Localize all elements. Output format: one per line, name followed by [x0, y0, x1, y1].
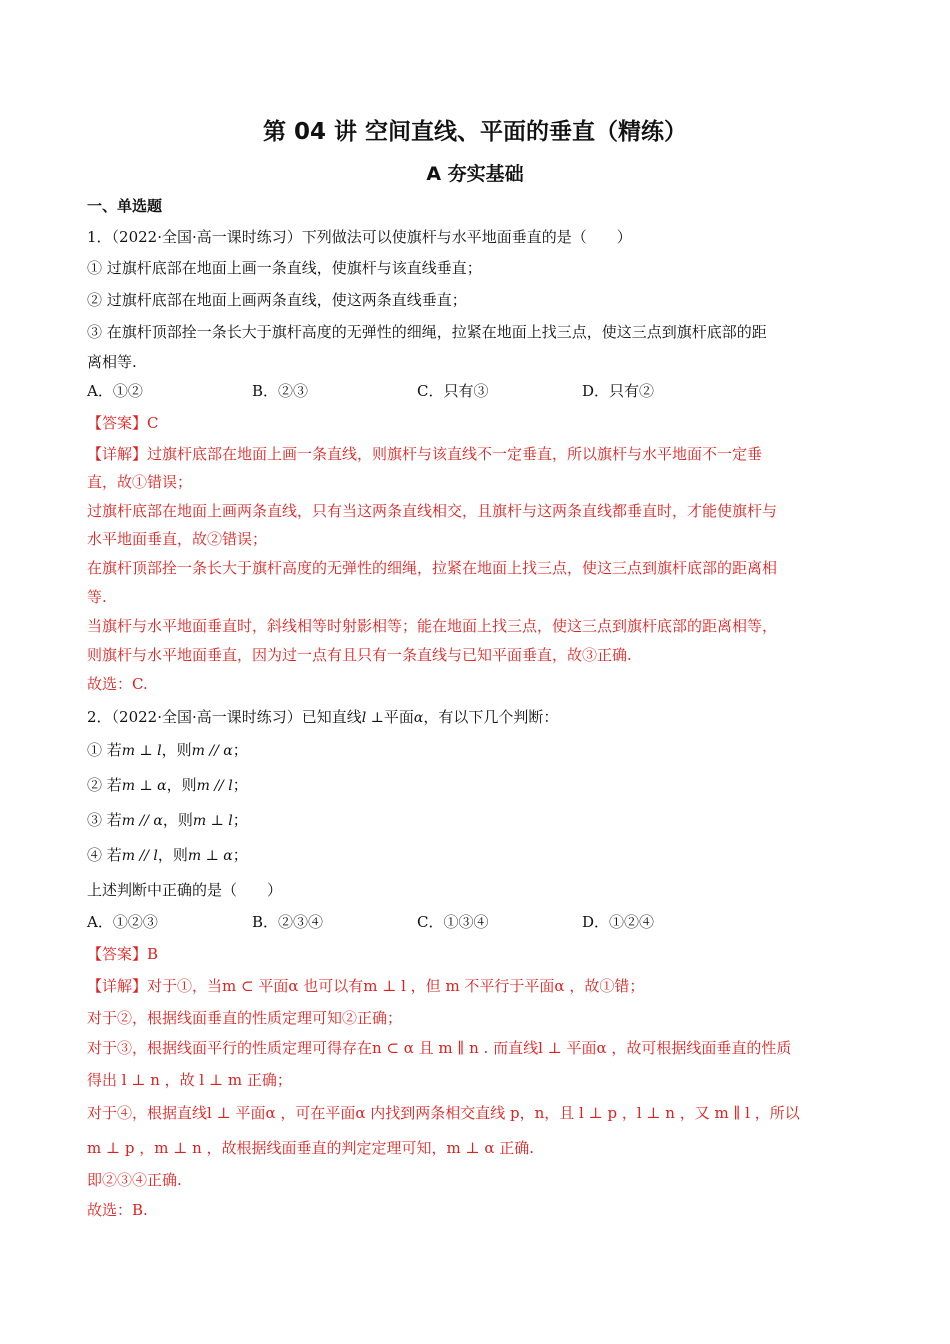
q2-s3-m1: m // α — [121, 813, 163, 829]
q2-s3-c: ； — [232, 811, 248, 829]
q2-s1-m2: m // α — [191, 743, 233, 759]
q2-s1-b: ，则 — [161, 741, 192, 759]
q1-option-a: A．①② — [87, 382, 143, 400]
q2-answer-label: 【答案】 — [87, 945, 148, 963]
q2-detail-3: 对于③，根据线面平行的性质定理可得存在n ⊂ α 且 m ∥ n . 而直线l ⊥ 平面α ，故可根据线面垂直的性质 — [87, 1039, 792, 1057]
q1-answer-value: C — [147, 414, 159, 432]
q2-detail-7: 即②③④正确. — [87, 1171, 182, 1189]
q1-option-d: D．只有② — [582, 382, 655, 400]
q2-stem-post: ，有以下几个判断： — [423, 708, 559, 726]
q2-s2-a: ② 若 — [87, 776, 122, 794]
q2-answer — [87, 944, 867, 964]
q2-statement-3 — [87, 810, 867, 831]
q1-detail-6: 等. — [87, 588, 107, 606]
q1-option-c: C．只有③ — [417, 382, 489, 400]
q2-detail-label: 【详解】 — [87, 977, 148, 995]
q1-statement-2: ② 过旗杆底部在地面上画两条直线，使这两条直线垂直； — [87, 291, 467, 309]
q2-statement-1 — [87, 740, 867, 761]
q1-stem: 1．（2022·全国·高一课时练习）下列做法可以使旗杆与水平地面垂直的是（ ） — [87, 228, 632, 246]
q2-s2-m1: m ⊥ α — [121, 778, 167, 794]
q2-s4-a: ④ 若 — [87, 846, 122, 864]
q2-s2-c: ； — [232, 776, 248, 794]
q2-stem-pre: 2．（2022·全国·高一课时练习）已知直线 — [87, 708, 362, 726]
q2-s1-a: ① 若 — [87, 741, 122, 759]
q1-statement-3b: 离相等. — [87, 353, 137, 371]
q2-stem-math: l ⊥ — [361, 710, 384, 726]
q1-option-b: B．②③ — [252, 382, 309, 400]
q2-s4-m2: m ⊥ α — [187, 848, 233, 864]
q1-answer — [87, 413, 867, 433]
q2-option-b: B．②③④ — [252, 913, 324, 931]
q2-detail-1 — [87, 976, 867, 996]
q2-statement-2 — [87, 775, 867, 796]
q2-stem-mid: 平面 — [383, 708, 414, 726]
q2-s3-a: ③ 若 — [87, 811, 122, 829]
q2-s4-c: ； — [232, 846, 248, 864]
q2-answer-value: B — [147, 945, 159, 963]
q2-s4-b: ，则 — [157, 846, 188, 864]
q1-detail-2: 直，故①错误； — [87, 473, 193, 491]
q2-option-c: C．①③④ — [417, 913, 489, 931]
q2-s2-m2: m // l — [196, 778, 233, 794]
q1-detail-5: 在旗杆顶部拴一条长大于旗杆高度的无弹性的细绳，拉紧在地面上找三点，使这三点到旗杆底部的距离相 — [87, 559, 778, 577]
q2-stem-alpha: α — [413, 710, 424, 726]
q2-detail-5: 对于④，根据直线l ⊥ 平面α ，可在平面α 内找到两条相交直线 p，n，且 l ⊥ p ，l ⊥ n ，又 m ∥ l ，所以 — [87, 1104, 800, 1122]
q2-detail-4: 得出 l ⊥ n ，故 l ⊥ m 正确； — [87, 1071, 292, 1089]
q2-s2-b: ，则 — [166, 776, 197, 794]
q2-question: 上述判断中正确的是（ ） — [87, 881, 283, 899]
section-heading: 一、单选题 — [87, 197, 163, 215]
q1-detail-7: 当旗杆与水平地面垂直时，斜线相等时射影相等；能在地面上找三点，使这三点到旗杆底部的距离相等， — [87, 617, 778, 635]
q1-statement-1: ① 过旗杆底部在地面上画一条直线，使旗杆与该直线垂直； — [87, 259, 482, 277]
q2-statement-4 — [87, 845, 867, 866]
q2-detail-text: 对于①，当m ⊂ 平面α 也可以有m ⊥ l ，但 m 不平行于平面α ，故①错； — [147, 977, 645, 995]
q1-detail-4: 水平地面垂直，故②错误； — [87, 530, 268, 548]
q2-s1-c: ； — [232, 741, 248, 759]
page-title: 第 04 讲 空间直线、平面的垂直（精练） — [262, 119, 688, 145]
q1-answer-label: 【答案】 — [87, 414, 148, 432]
q2-detail-8: 故选：B. — [87, 1201, 148, 1219]
q1-detail-8: 则旗杆与水平地面垂直，因为过一点有且只有一条直线与已知平面垂直，故③正确. — [87, 646, 632, 664]
q2-s1-m1: m ⊥ l — [121, 743, 162, 759]
q2-s4-m1: m // l — [121, 848, 158, 864]
q1-detail-1 — [87, 444, 867, 464]
q1-detail-text: 过旗杆底部在地面上画一条直线，则旗杆与该直线不一定垂直，所以旗杆与水平地面不一定垂 — [147, 445, 763, 463]
q1-detail-label: 【详解】 — [87, 445, 148, 463]
q2-s3-m2: m ⊥ l — [192, 813, 233, 829]
q2-s3-b: ，则 — [162, 811, 193, 829]
q1-detail-3: 过旗杆底部在地面上画两条直线，只有当这两条直线相交，且旗杆与这两条直线都垂直时，才能使旗杆与 — [87, 502, 778, 520]
q1-detail-9: 故选：C. — [87, 675, 148, 693]
q2-detail-6: m ⊥ p ，m ⊥ n ，故根据线面垂直的判定定理可知，m ⊥ α 正确. — [87, 1139, 535, 1157]
q2-stem — [87, 707, 867, 728]
q2-detail-2: 对于②，根据线面垂直的性质定理可知②正确； — [87, 1009, 403, 1027]
page-subtitle: A 夯实基础 — [426, 163, 524, 185]
q2-option-a: A．①②③ — [87, 913, 158, 931]
q1-statement-3a: ③ 在旗杆顶部拴一条长大于旗杆高度的无弹性的细绳，拉紧在地面上找三点，使这三点到旗杆底部的距 — [87, 323, 767, 341]
q2-option-d: D．①②④ — [582, 913, 655, 931]
